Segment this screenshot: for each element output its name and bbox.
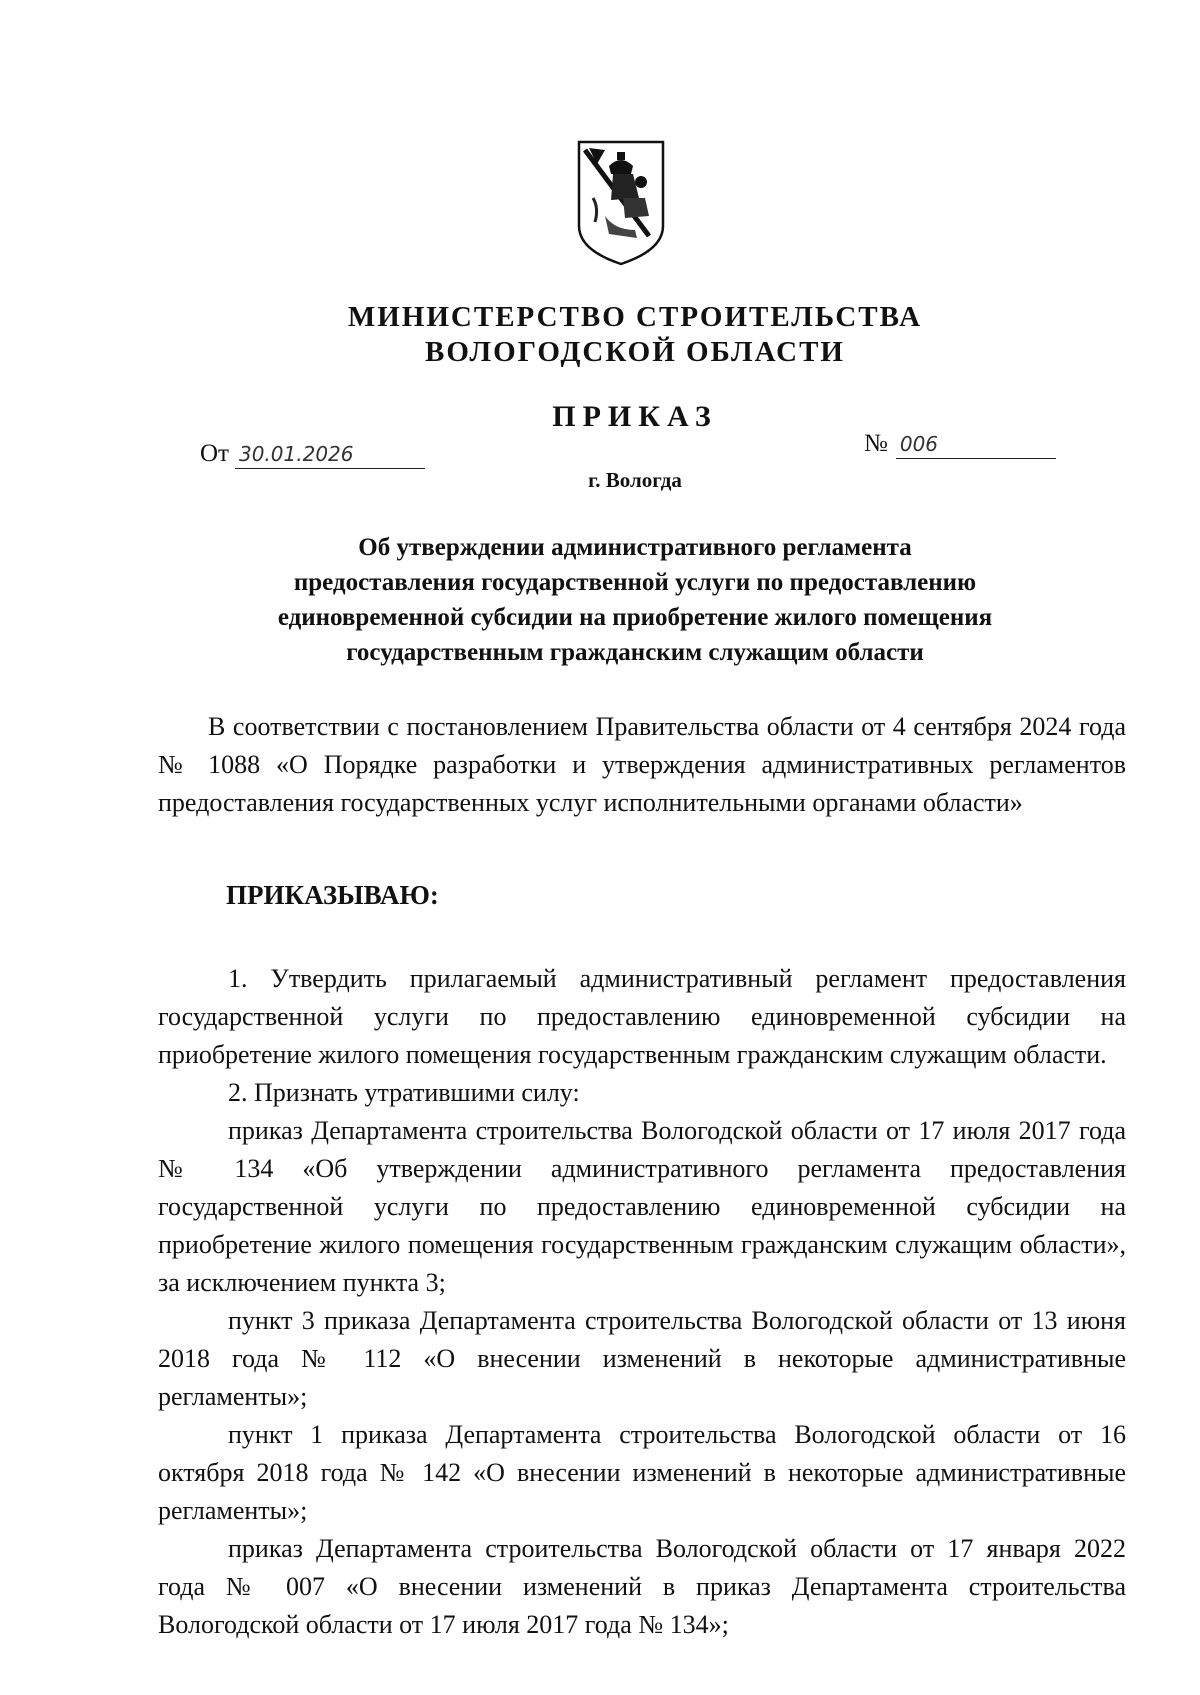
decree-word: ПРИКАЗЫВАЮ:	[226, 880, 439, 910]
paragraph-3: приказ Департамента строительства Вологодской области от 17 июля 2017 года № 134 «Об утверждении административного регламента предоставления государственной услуги по предоставлению единовременной субсидии на приобретение жилого помещения государственным гражданским служащим области», за исключением пункта 3;	[158, 1116, 1126, 1297]
preamble: В соответствии с постановлением Правительства области от 4 сентября 2024 года № 1088 «О Порядке разработки и утверждения административных регламентов предоставления государственных услуг исполнительными органами области»	[158, 712, 1126, 817]
document-body	[158, 960, 1126, 1644]
document-type: ПРИКАЗ	[552, 400, 718, 433]
subject-line-4: государственным гражданским служащим области	[346, 639, 924, 666]
date-field	[200, 440, 425, 469]
subject-line-2: предоставления государственной услуги по предоставлению	[293, 569, 977, 596]
paragraph-6: приказ Департамента строительства Вологодской области от 17 января 2022 года № 007 «О внесении изменений в приказ Департамента строительства Вологодской области от 17 июля 2017 года № 134»;	[158, 1534, 1126, 1639]
paragraph-2: 2. Признать утратившими силу:	[228, 1078, 580, 1107]
paragraph-1: 1. Утвердить прилагаемый административный регламент предоставления государственной услуги по предоставлению единовременной субсидии на приобретение жилого помещения государственным гражданским служащим области.	[158, 964, 1126, 1069]
paragraph-4: пункт 3 приказа Департамента строительства Вологодской области от 13 июня 2018 года № 112 «О внесении изменений в некоторые административные регламенты»;	[158, 1306, 1126, 1411]
number-value: 006	[896, 432, 1056, 459]
coat-of-arms-icon	[575, 138, 667, 268]
subject-line-3: единовременной субсидии на приобретение жилого помещения	[277, 604, 993, 631]
ministry-name	[200, 300, 1070, 370]
ministry-line-2: ВОЛОГОДСКОЙ ОБЛАСТИ	[425, 336, 845, 368]
number-field	[864, 430, 1056, 459]
subject-line-1: Об утверждении административного регламента	[358, 534, 912, 561]
date-label: От	[200, 440, 229, 467]
ministry-line-1: МИНИСТЕРСТВО СТРОИТЕЛЬСТВА	[347, 301, 923, 333]
city: г. Вологда	[588, 468, 682, 492]
date-value: 30.01.2026	[235, 442, 425, 469]
number-label: №	[864, 430, 888, 457]
document-subject	[200, 530, 1070, 670]
paragraph-5: пункт 1 приказа Департамента строительства Вологодской области от 16 октября 2018 года № 142 «О внесении изменений в некоторые административные регламенты»;	[158, 1420, 1126, 1525]
